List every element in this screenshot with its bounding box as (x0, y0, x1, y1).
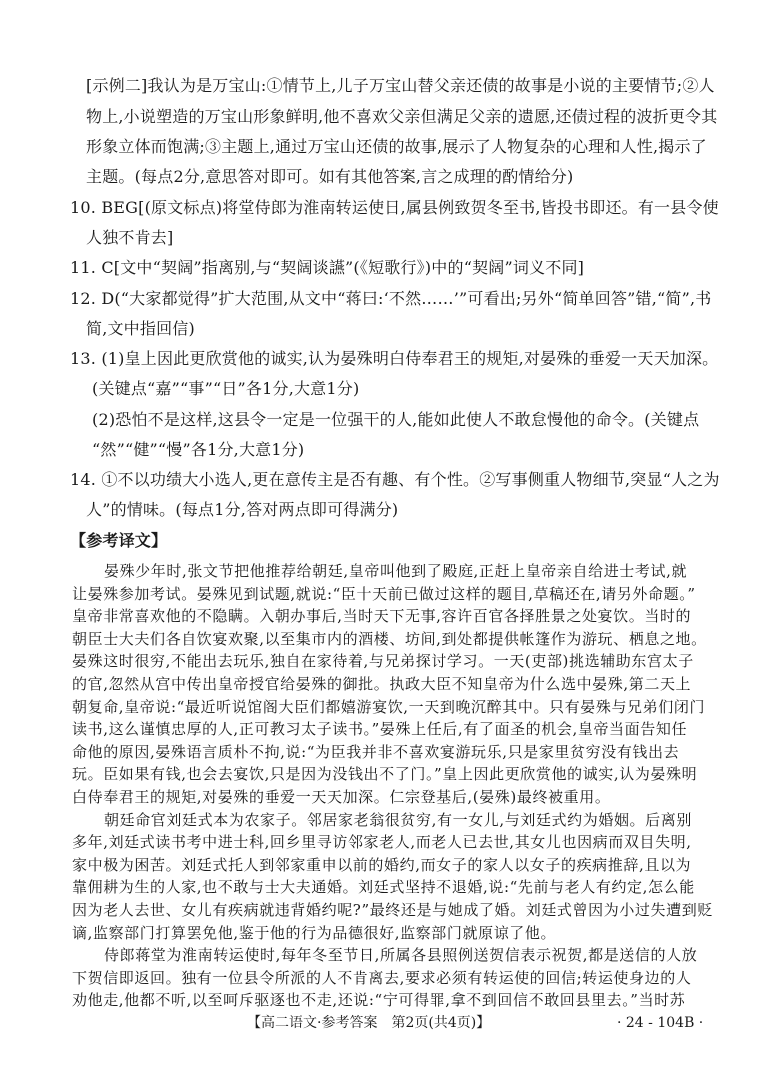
translation-p2-line: 谪,监察部门打算罢免他,鉴于他的行为品德很好,监察部门就原谅了他。 (72, 924, 557, 942)
answer-11: 11. C[文中“契阔”指离别,与“契阔谈讌”(《短歌行》)中的“契阔”词义不同] (70, 258, 585, 277)
translation-p2-line: 靠佣耕为生的人家,也不敢与士大夫通婚。刘廷式坚持不退婚,说:“先前与老人有约定,怎么能 (72, 878, 695, 896)
translation-p1-line: 朝臣士大夫们各自饮宴欢聚,以至集市内的酒楼、坊间,到处都提供帐篷作为游玩、栖息之地。 (72, 630, 707, 648)
translation-p2-line: 多年,刘廷式读书考中进士科,回乡里寻访邻家老人,而老人已去世,其女儿也因病而双目失明, (72, 833, 692, 851)
answer-14: 14. ①不以功绩大小选人,更在意传主是否有趣、有个性。②写事侧重人物细节,突显“人之为 (70, 470, 720, 489)
example2-line: 物上,小说塑造的万宝山形象鲜明,他不喜欢父亲但满足父亲的遗愿,还债过程的波折更令其 (86, 107, 718, 126)
translation-p1-line: 读书,这么谨慎忠厚的人,正可教习太子读书。”晏殊上任后,有了面圣的机会,皇帝当面告知任 (72, 720, 688, 738)
translation-p2-line: 朝廷命官刘廷式本为农家子。邻居家老翁很贫穷,有一女儿,与刘廷式约为婚姻。后离别 (104, 811, 692, 829)
answer-13-1-points: (关键点“嘉”“事”“日”各1分,大意1分) (92, 379, 360, 398)
answer-13-2: (2)恐怕不是这样,这县令一定是一位强干的人,能如此使人不敢怠慢他的命令。(关键点 (92, 410, 700, 429)
translation-p1-line: 晏殊少年时,张文节把他推荐给朝廷,皇帝叫他到了殿庭,正赶上皇帝亲自给进士考试,就 (104, 562, 688, 580)
answer-12-cont: 简,文中指回信) (86, 319, 195, 338)
translation-p1-line: 玩。臣如果有钱,也会去宴饮,只是因为没钱出不了门。”皇上因此更欣赏他的诚实,认为晏殊明 (72, 765, 698, 783)
answer-13-1: 13. (1)皇上因此更欣赏他的诚实,认为晏殊明白侍奉君王的规矩,对晏殊的垂爱一天天加深。 (70, 349, 719, 368)
translation-p2-line: 因为老人去世、女儿有疾病就违背婚约呢?”最终还是与她成了婚。刘廷式曾因为小过失遭到贬 (72, 901, 713, 919)
translation-p1-line: 让晏殊参加考试。晏殊见到试题,就说:“臣十天前已做过这样的题目,草稿还在,请另外命题。” (72, 585, 696, 603)
answer-10-cont: 人独不肯去] (86, 228, 174, 247)
translation-p1-line: 晏殊这时很穷,不能出去玩乐,独自在家待着,与兄弟探讨学习。一天(吏部)挑选辅助东宫太子 (72, 652, 694, 670)
translation-p2-line: 家中极为困苦。刘廷式托人到邻家重申以前的婚约,而女子的家人以女子的疾病推辞,且以为 (72, 856, 692, 874)
translation-p1-line: 皇帝非常喜欢他的不隐瞒。入朝办事后,当时天下无事,容许百官各择胜景之处宴饮。当时的 (72, 607, 692, 625)
translation-p1-line: 朝复命,皇帝说:“最近听说馆阁大臣们都嬉游宴饮,一天到晚沉醉其中。只有晏殊与兄弟们闭门 (72, 698, 706, 716)
translation-p3-line: 下贺信即返回。独有一位县令所派的人不肯离去,要求必须有转运使的回信;转运使身边的人 (72, 969, 692, 987)
translation-p1-line: 命他的原因,晏殊语言质朴不拘,说:“为臣我并非不喜欢宴游玩乐,只是家里贫穷没有钱出去 (72, 743, 680, 761)
example2-line: 主题。(每点2分,意思答对即可。如有其他答案,言之成理的酌情给分) (86, 167, 574, 186)
translation-p1-line: 白侍奉君王的规矩,对晏殊的垂爱一天天加深。仁宗登基后,(晏殊)最终被重用。 (72, 788, 611, 806)
footer-title: 【高二语文·参考答案 第2页(共4页)】 (247, 1015, 491, 1031)
translation-p3-line: 劝他走,他都不听,以至呵斥驱逐也不走,还说:“宁可得罪,拿不到回信不敢回县里去。”当时苏 (72, 991, 686, 1009)
answer-14-cont: 人”的情味。(每点1分,答对两点即可得满分) (86, 500, 399, 519)
example2-line: 形象立体而饱满;③主题上,通过万宝山还债的故事,展示了人物复杂的心理和人性,揭示了 (86, 137, 707, 156)
translation-p3-line: 侍郎蒋堂为淮南转运使时,每年冬至节日,所属各县照例送贺信表示祝贺,都是送信的人放 (104, 946, 698, 964)
answer-12: 12. D(“大家都觉得”扩大范围,从文中“蒋曰:‘不然……’”可看出;另外“简单回答”错,“简”,书 (70, 289, 712, 308)
translation-heading: 【参考译文】 (70, 531, 168, 550)
translation-p1-line: 的官,忽然从宫中传出皇帝授官给晏殊的御批。执政大臣不知皇帝为什么选中晏殊,第二天上 (72, 675, 692, 693)
example2-line: [示例二]我认为是万宝山:①情节上,儿子万宝山替父亲还债的故事是小说的主要情节;②人 (86, 76, 715, 95)
footer-code: · 24 - 104B · (617, 1015, 704, 1031)
answer-10: 10. BEG[(原文标点)将堂侍郎为淮南转运使日,属县例致贺冬至书,皆投书即还。有一县令使 (70, 198, 719, 217)
answer-13-2-points: “然”“健”“慢”各1分,大意1分) (92, 440, 305, 459)
